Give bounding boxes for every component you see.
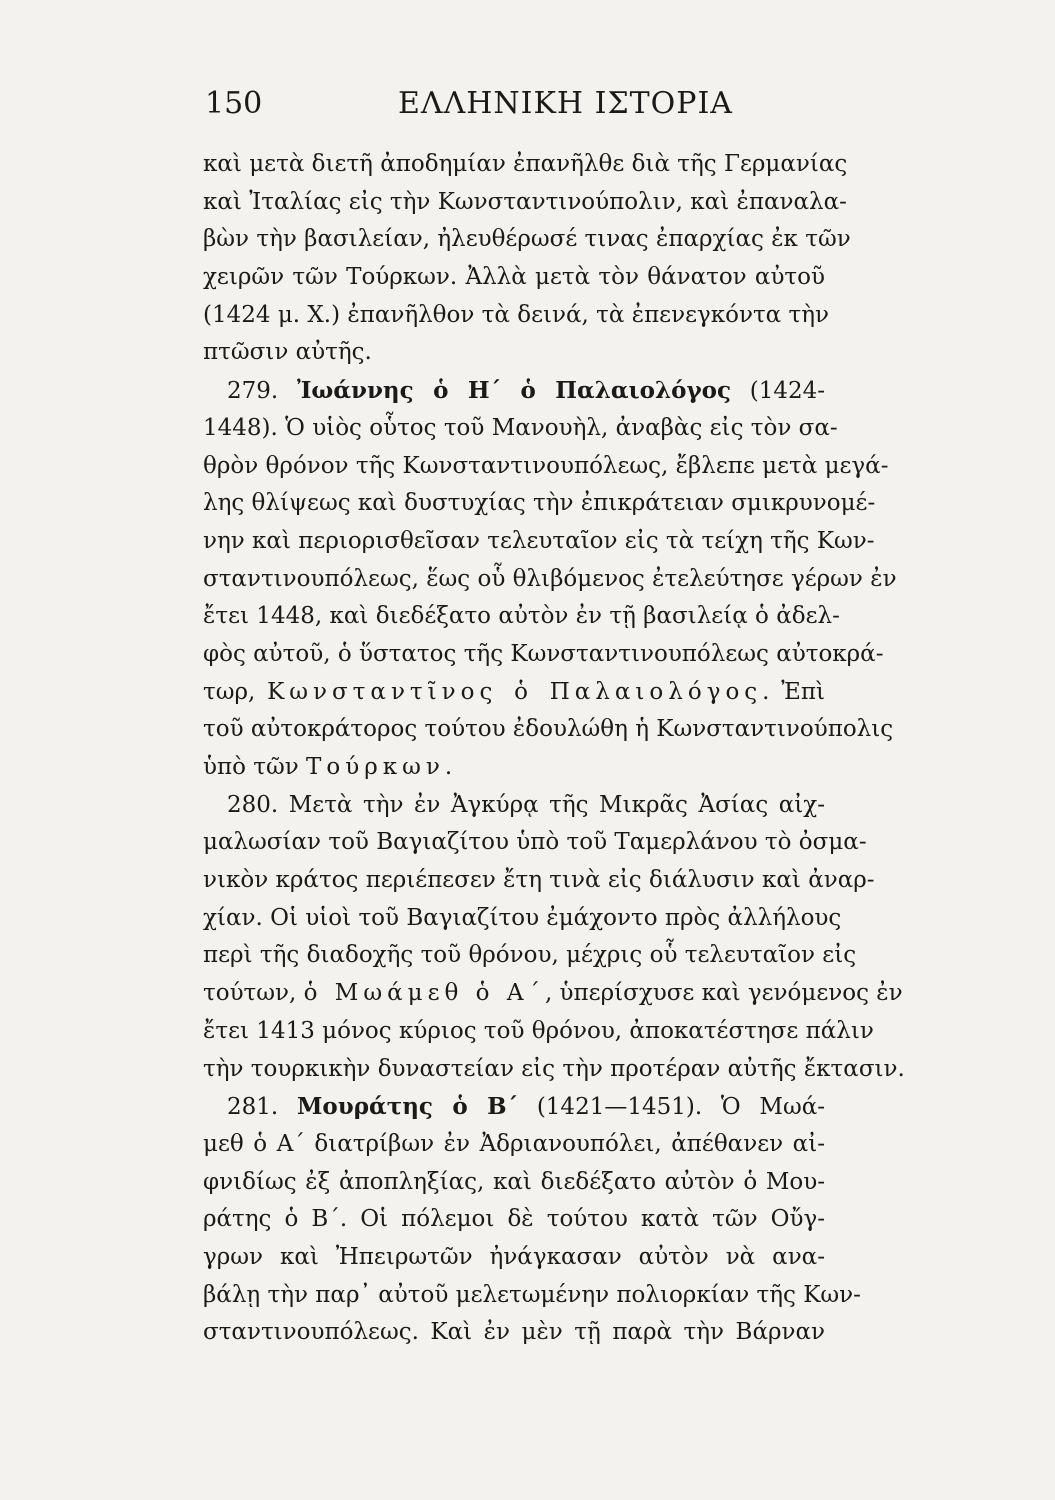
text-line: χειρῶν τῶν Τούρκων. Ἀλλὰ μετὰ τὸν θάνατον αὐτοῦ	[203, 264, 825, 291]
text-line: ἔτει 1413 μόνος κύριος τοῦ θρόνου, ἀποκατέστησε πάλιν	[203, 1017, 874, 1044]
text-line: τοῦ αὐτοκράτορος τούτου ἐδουλώθη ἡ Κωνσταντινούπολις	[203, 716, 894, 743]
text-line: καὶ Ἰταλίας εἰς τὴν Κωνσταντινούπολιν, καὶ ἐπαναλα-	[203, 188, 847, 215]
section-heading-281	[203, 1088, 825, 1126]
text-line: σταντινουπόλεως. Καὶ ἐν μὲν τῇ παρὰ τὴν Βάρναν	[203, 1319, 825, 1346]
text-line: ράτης ὁ Β΄. Οἱ πόλεμοι δὲ τούτου κατὰ τῶν Οὔγ-	[203, 1206, 825, 1233]
text-line	[203, 674, 825, 712]
page-header	[205, 86, 825, 126]
spaced-name: ὁ Μωάμεθ ὁ Α΄	[303, 980, 545, 1007]
text-line: καὶ μετὰ διετῆ ἀποδημίαν ἐπανῆλθε διὰ τῆς Γερμανίας	[203, 151, 848, 177]
text-line: πτῶσιν αὐτῆς.	[203, 339, 372, 366]
text-fragment: . Ἐπὶ	[762, 678, 825, 705]
text-line: βὼν τὴν βασιλείαν, ἠλευθέρωσέ τινας ἐπαρχίας ἐκ τῶν	[203, 226, 851, 253]
text-line: νικὸν κράτος περιέπεσεν ἔτη τινὰ εἰς διάλυσιν καὶ ἀναρ-	[203, 867, 875, 894]
running-title: ΕΛΛΗΝΙΚΗ ΙΣΤΟΡΙΑ	[398, 86, 733, 121]
text-line: ἔτει 1448, καὶ διεδέξατο αὐτὸν ἐν τῇ βασιλείᾳ ὁ ἀδελ-	[203, 603, 840, 630]
text-fragment: ὑπὸ τῶν	[203, 754, 307, 780]
text-line: μεθ ὁ Α΄ διατρίβων ἐν Ἀδριανουπόλει, ἀπέθανεν αἰ-	[203, 1130, 825, 1157]
page-number: 150	[205, 86, 263, 121]
section-number: 281.	[227, 1094, 279, 1121]
text-line: χίαν. Οἱ υἱοὶ τοῦ Βαγιαζίτου ἐμάχοντο πρὸς ἀλλήλους	[203, 904, 842, 931]
section-title: Μουράτης ὁ Β΄	[296, 1093, 519, 1121]
section-number: 279.	[227, 378, 279, 405]
text-line	[203, 749, 825, 787]
text-line: σταντινουπόλεως, ἕως οὗ θλιβόμενος ἐτελεύτησε γέρων ἐν	[203, 565, 897, 592]
spaced-name: Τούρκων	[306, 754, 445, 780]
text-line: περὶ τῆς διαδοχῆς τοῦ θρόνου, μέχρις οὗ τελευταῖον εἰς	[203, 942, 857, 969]
text-line: βάλῃ τὴν παρ᾽ αὐτοῦ μελετωμένην πολιορκίαν τῆς Κων-	[203, 1281, 861, 1308]
text-line: γρων καὶ Ἠπειρωτῶν ἠνάγκασαν αὐτὸν νὰ ανα-	[203, 1243, 825, 1270]
text-line: 1448). Ὁ υἱὸς οὗτος τοῦ Μανουὴλ, ἀναβὰς εἰς τὸν σα-	[203, 414, 838, 441]
body-text	[203, 146, 905, 1352]
text-line: μαλωσίαν τοῦ Βαγιαζίτου ὑπὸ τοῦ Ταμερλάνου τὸ ὀσμα-	[203, 829, 867, 856]
text-line: 280. Μετὰ τὴν ἐν Ἀγκύρᾳ τῆς Μικρᾶς Ἀσίας αἰχ-	[227, 791, 825, 818]
section-dates: (1421—1451). Ὁ Μωά-	[536, 1094, 826, 1121]
section-title: Ἰωάννης ὁ Η΄ ὁ Παλαιολόγος	[296, 377, 731, 405]
section-heading-279	[203, 372, 825, 410]
text-fragment: τούτων,	[203, 980, 304, 1007]
text-line: θρὸν θρόνον τῆς Κωνσταντινουπόλεως, ἔβλεπε μετὰ μεγά-	[203, 452, 889, 479]
text-fragment: τωρ,	[203, 678, 268, 705]
text-line: φὸς αὐτοῦ, ὁ ὕστατος τῆς Κωνσταντινουπόλεως αὐτοκρά-	[203, 640, 884, 667]
text-line: λης θλίψεως καὶ δυστυχίας τὴν ἐπικράτειαν σμικρυνομέ-	[203, 490, 876, 517]
text-line: νην καὶ περιορισθεῖσαν τελευταῖον εἰς τὰ τείχη τῆς Κων-	[203, 527, 875, 554]
text-line: (1424 μ. Χ.) ἐπανῆλθον τὰ δεινά, τὰ ἐπενεγκόντα τὴν	[203, 301, 829, 328]
section-dates: (1424-	[749, 378, 825, 405]
text-fragment: , ὑπερίσχυσε καὶ γενόμενος ἐν	[544, 980, 903, 1007]
text-line	[203, 975, 903, 1013]
text-line: φνιδίως ἐξ ἀποπληξίας, καὶ διεδέξατο αὐτὸν ὁ Μου-	[203, 1168, 825, 1195]
text-fragment: .	[444, 754, 453, 780]
spaced-name: Κωνσταντῖνος ὁ Παλαιολόγος	[267, 678, 763, 705]
text-line: τὴν τουρκικὴν δυναστείαν εἰς τὴν προτέραν αὐτῆς ἔκτασιν.	[203, 1055, 905, 1082]
